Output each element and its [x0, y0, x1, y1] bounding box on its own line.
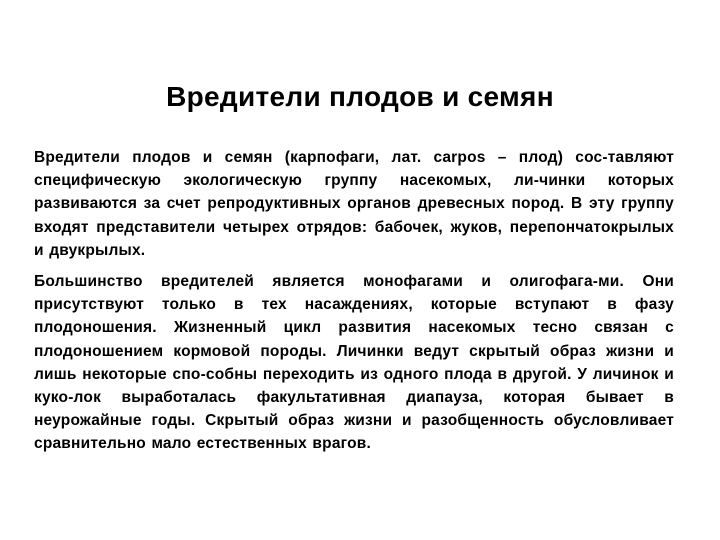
paragraph-intro: Вредители плодов и семян (карпофаги, лат. carpos – плод) сос-тавляют специфическую экологическую группу насекомых, ли-чинки которых развиваются за счет репродуктивных органов древесных пород. В эту группу входят представители четырех отрядов: бабочек, жуков, перепончатокрылых и двукрылых.: [34, 149, 674, 259]
slide-title: Вредители плодов и семян: [166, 81, 554, 112]
slide-body: [34, 146, 674, 464]
paragraph-biology: Большинство вредителей является монофагами и олигофага-ми. Они присутствуют только в тех насаждениях, которые вступают в фазу плодоношения. Жизненный цикл развития насекомых тесно связан с плодоношением кормовой породы. Личинки ведут скрытый образ жизни и лишь некоторые спо-собны переходить из одного плода в другой. У личинок и куко-лок выработалась факультативная диапауза, которая бывает в неурожайные годы. Скрытый образ жизни и разобщенность обусловливает сравнительно мало естественных врагов.: [34, 273, 674, 453]
